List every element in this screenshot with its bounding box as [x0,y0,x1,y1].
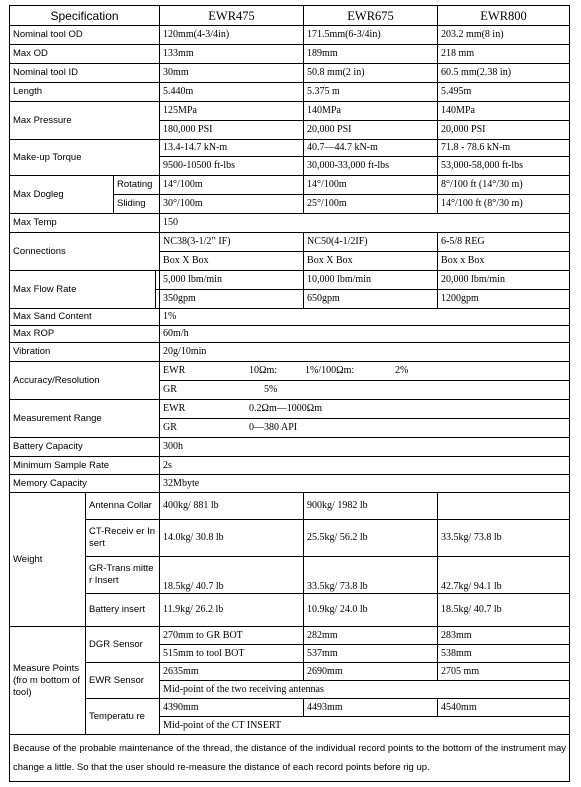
footnote: Because of the probable maintenance of the thread, the distance of the individual record points to the bottom of the instrument may change a little. So that the user should re-measure the distance of each record points before rig up. [10,735,570,782]
row-max-od [10,45,570,64]
cell: 33.5kg/ 73.8 lb [438,520,570,557]
label-accuracy: Accuracy/Resolution [10,362,160,400]
row-max-flow [10,271,570,290]
cell: 30mm [160,64,304,83]
cell: 2s [160,457,570,475]
label-min-sample: Minimum Sample Rate [10,457,160,475]
accuracy-ewr-c: 2% [395,365,409,376]
cell: 2705 mm [438,663,570,681]
range-gr-value: 0—380 API [249,422,298,433]
cell: 400kg/ 881 lb [160,493,304,520]
row-weight-antenna [10,493,570,520]
cell: 9500-10500 ft-lbs [160,157,304,176]
cell: 4540mm [438,699,570,717]
cell: 10,000 lbm/min [304,271,438,290]
accuracy-ewr [160,362,570,381]
range-ewr-value: 0.2Ωm—1000Ωm [249,403,322,414]
row-max-pressure [10,102,570,121]
row-vibration [10,343,570,362]
cell: 14.0kg/ 30.8 lb [160,520,304,557]
row-measure-ewr [10,663,570,681]
label-max-sand: Max Sand Content [10,309,160,326]
label-temperature: Temperatu re [86,699,160,735]
cell: 5.440m [160,83,304,102]
row-length [10,83,570,102]
label-vibration: Vibration [10,343,160,362]
cell: 140MPa [304,102,438,121]
header-ewr800: EWR800 [438,6,570,26]
cell: Box x Box [438,252,570,271]
cell: 218 mm [438,45,570,64]
cell: 71.8 - 78.6 kN-m [438,140,570,157]
label-connections: Connections [10,233,160,271]
range-gr [160,419,570,438]
cell: 150 [160,214,570,233]
cell: 60m/h [160,326,570,343]
cell: 53,000-58,000 ft-lbs [438,157,570,176]
cell: 20g/10min [160,343,570,362]
cell: 140MPa [438,102,570,121]
cell: 120mm(4-3/4in) [160,26,304,45]
label-max-pressure: Max Pressure [10,102,160,140]
row-measurement-range [10,400,570,419]
accuracy-gr-value: 5% [264,384,278,395]
accuracy-ewr-label: EWR [163,365,186,376]
cell: 171.5mm(6-3/4in) [304,26,438,45]
cell: 203.2 mm(8 in) [438,26,570,45]
cell: 5.375 m [304,83,438,102]
accuracy-ewr-a: 10Ωm: [249,365,278,376]
label-max-od: Max OD [10,45,160,64]
label-battery-insert: Battery insert [86,594,160,627]
label-sliding: Sliding [114,195,160,214]
cell: 350gpm [160,290,304,309]
cell: Box X Box [304,252,438,271]
cell: 1200gpm [438,290,570,309]
label-nominal-id: Nominal tool ID [10,64,160,83]
cell: 300h [160,438,570,457]
cell: 25.5kg/ 56.2 lb [304,520,438,557]
label-max-temp: Max Temp [10,214,160,233]
row-max-rop [10,326,570,343]
cell: 538mm [438,645,570,663]
cell [438,493,570,520]
cell: 10.9kg/ 24.0 lb [304,594,438,627]
row-weight-ct-receiver [10,520,570,557]
label-gr-transmitter-insert: GR-Trans mitter Insert [86,557,160,594]
label-ewr-sensor: EWR Sensor [86,663,160,699]
label-max-dogleg: Max Dogleg [10,176,114,214]
cell: 30°/100m [160,195,304,214]
cell: 50.8 mm(2 in) [304,64,438,83]
cell: 30,000-33,000 ft-lbs [304,157,438,176]
row-measure-temp [10,699,570,717]
cell: 33.5kg/ 73.8 lb [304,557,438,594]
cell: 18.5kg/ 40.7 lb [438,594,570,627]
label-memory: Memory Capacity [10,475,160,493]
row-nominal-id [10,64,570,83]
cell: NC38(3-1/2” IF) [160,233,304,252]
cell: 13.4-14.7 kN-m [160,140,304,157]
label-length: Length [10,83,160,102]
cell: 189mm [304,45,438,64]
header-ewr675: EWR675 [304,6,438,26]
cell: 180,000 PSI [160,121,304,140]
label-battery: Battery Capacity [10,438,160,457]
cell: 2635mm [160,663,304,681]
label-measure-points: Measure Points(fro m bottom of tool) [10,627,86,735]
cell: 14°/100 ft (8°/30 m) [438,195,570,214]
cell: 14°/100m [160,176,304,195]
row-note [10,735,570,782]
specification-table [9,5,570,782]
cell: 20,000 lbm/min [438,271,570,290]
label-antenna-collar: Antenna Collar [86,493,160,520]
row-makeup-torque [10,140,570,157]
cell: 270mm to GR BOT [160,627,304,645]
cell: 40.7—44.7 kN-m [304,140,438,157]
cell: 4390mm [160,699,304,717]
cell: 283mm [438,627,570,645]
label-max-flow: Max Flow Rate [10,271,156,309]
cell: 20,000 PSI [438,121,570,140]
row-max-dogleg [10,176,570,195]
cell: 2690mm [304,663,438,681]
cell: 20,000 PSI [304,121,438,140]
header-specification: Specification [10,6,160,26]
accuracy-gr [160,381,570,400]
cell: 537mm [304,645,438,663]
range-ewr [160,400,570,419]
label-nominal-od: Nominal tool OD [10,26,160,45]
table-header-row [10,6,570,26]
cell: Mid-point of the two receiving antennas [160,681,570,699]
cell: 515mm to tool BOT [160,645,304,663]
row-max-temp [10,214,570,233]
cell: Box X Box [160,252,304,271]
cell: 1% [160,309,570,326]
cell: 4493mm [304,699,438,717]
cell: 900kg/ 1982 lb [304,493,438,520]
row-connections [10,233,570,252]
cell: 650gpm [304,290,438,309]
label-rotating: Rotating [114,176,160,195]
row-measure-dgr [10,627,570,645]
cell: 8°/100 ft (14°/30 m) [438,176,570,195]
label-weight: Weight [10,493,86,627]
cell: NC50(4-1/2IF) [304,233,438,252]
row-min-sample [10,457,570,475]
row-battery [10,438,570,457]
cell: 282mm [304,627,438,645]
cell: 32Mbyte [160,475,570,493]
cell: 11.9kg/ 26.2 lb [160,594,304,627]
label-measurement-range: Measurement Range [10,400,160,438]
cell: 133mm [160,45,304,64]
row-weight-battery [10,594,570,627]
row-accuracy [10,362,570,381]
row-memory [10,475,570,493]
cell: 18.5kg/ 40.7 lb [160,557,304,594]
row-nominal-od [10,26,570,45]
cell: 5,000 lbm/min [160,271,304,290]
range-ewr-label: EWR [163,403,186,414]
cell: 6-5/8 REG [438,233,570,252]
accuracy-ewr-b: 1%/100Ωm: [305,365,355,376]
cell: 5.495m [438,83,570,102]
cell: 60.5 mm(2.38 in) [438,64,570,83]
label-makeup-torque: Make-up Torque [10,140,160,176]
cell: 42.7kg/ 94.1 lb [438,557,570,594]
cell: 14°/100m [304,176,438,195]
row-max-sand [10,309,570,326]
range-gr-label: GR [163,422,177,433]
label-max-rop: Max ROP [10,326,160,343]
accuracy-gr-label: GR [163,384,177,395]
cell: Mid-point of the CT INSERT [160,717,570,735]
cell: 125MPa [160,102,304,121]
label-ct-receiver-insert: CT-Receiv er Insert [86,520,160,557]
row-weight-gr-transmitter [10,557,570,594]
label-dgr-sensor: DGR Sensor [86,627,160,663]
cell: 25°/100m [304,195,438,214]
header-ewr475: EWR475 [160,6,304,26]
